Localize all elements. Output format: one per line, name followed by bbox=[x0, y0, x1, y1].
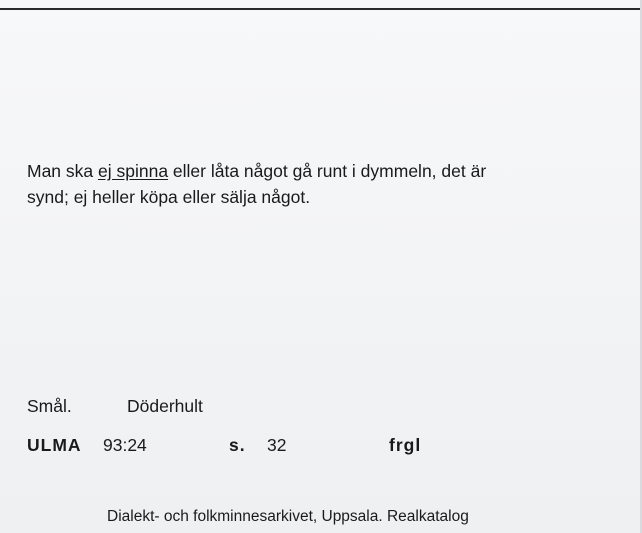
underlined-phrase: ej spinna bbox=[98, 161, 169, 181]
province: Smål. bbox=[27, 396, 72, 416]
category-code: frgl bbox=[389, 435, 422, 455]
top-border bbox=[0, 0, 640, 10]
text-rest: eller låta något gå runt i dymmeln, det är bbox=[168, 161, 487, 181]
text-start: Man ska bbox=[27, 161, 98, 181]
archive-footer: Dialekt- och folkminnesarkivet, Uppsala. Realkatalog bbox=[107, 508, 469, 525]
text-line-2: synd; ej heller köpa eller sälja något. bbox=[27, 187, 311, 207]
page-label: s. bbox=[229, 435, 246, 455]
page-number: 32 bbox=[267, 435, 287, 455]
parish: Döderhult bbox=[127, 396, 203, 416]
record-text bbox=[27, 158, 587, 210]
archive-code: ULMA bbox=[27, 435, 82, 455]
archive-number: 93:24 bbox=[103, 435, 147, 455]
